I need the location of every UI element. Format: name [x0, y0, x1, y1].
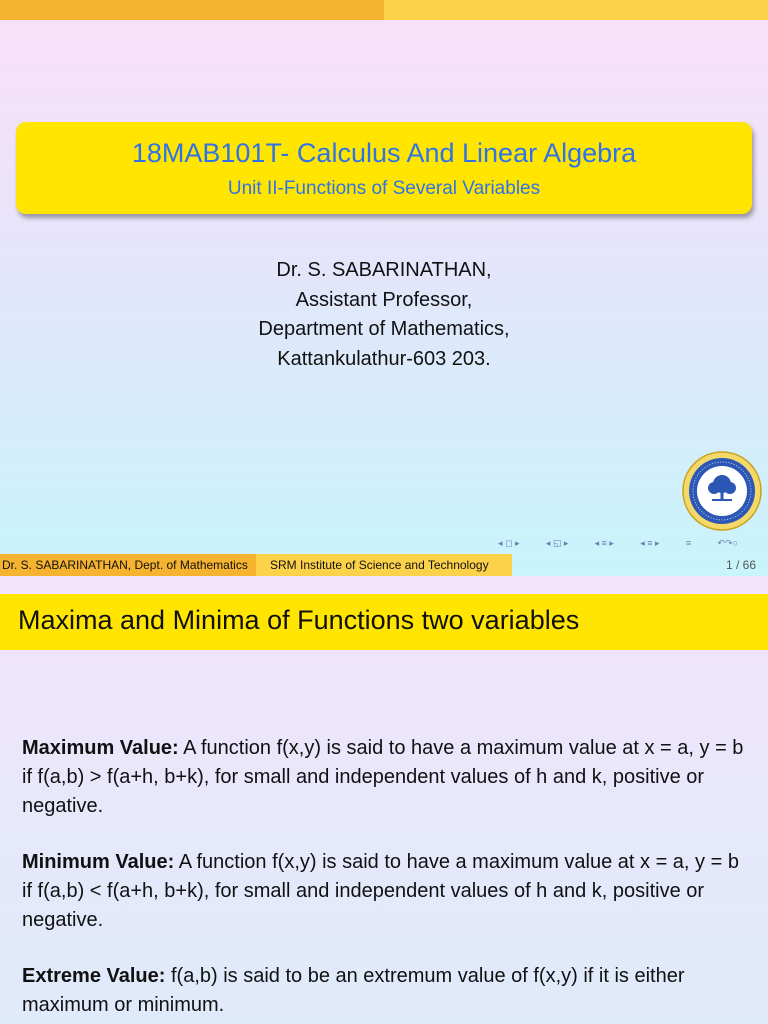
author-line: Dr. S. SABARINATHAN, — [276, 259, 492, 281]
nav-frame-icon[interactable]: ◂ ◱ ▸ — [545, 537, 569, 548]
beamer-navigation[interactable] — [498, 536, 738, 550]
top-bar-right — [384, 0, 768, 20]
nav-search-icon[interactable]: ↶↷○ — [717, 537, 738, 548]
maximum-label: Maximum Value: — [22, 737, 179, 759]
footer-institute: SRM Institute of Science and Technology — [256, 554, 512, 576]
footer-page-number: 1 / 66 — [725, 558, 756, 572]
minimum-definition — [22, 848, 752, 935]
minimum-text: A function f(x,y) is said to have a maximum value at x = a, y = b if f(a,b) < f(a+h, b+k), for small and independent values of h and k, positive or negative. — [22, 851, 739, 931]
nav-prev-slide-icon[interactable]: ◂ ◻ ▸ — [498, 537, 520, 548]
author-line: Assistant Professor, — [295, 288, 473, 311]
top-bar — [0, 0, 768, 20]
unit-subtitle: Unit II-Functions of Several Variables — [227, 178, 541, 199]
title-box — [16, 122, 752, 214]
srm-seal-logo-icon — [682, 451, 762, 531]
minimum-label: Minimum Value: — [22, 851, 175, 873]
course-title: 18MAB101T- Calculus And Linear Algebra — [131, 138, 637, 168]
extreme-label: Extreme Value: — [22, 965, 166, 987]
maximum-definition — [22, 734, 752, 821]
footer-author: Dr. S. SABARINATHAN, Dept. of Mathematics — [0, 554, 256, 576]
top-bar-left — [0, 0, 384, 20]
author-line: Kattankulathur-603 203. — [277, 347, 491, 370]
nav-section-icon[interactable]: ◂ ≡ ▸ — [640, 537, 660, 548]
extreme-text: f(a,b) is said to be an extremum value of f(x,y) if it is either maximum or minimum. — [22, 965, 685, 1016]
nav-subsection-icon[interactable]: ◂ ≡ ▸ — [594, 537, 614, 548]
maximum-text: A function f(x,y) is said to have a maximum value at x = a, y = b if f(a,b) > f(a+h, b+k), for small and independent values of h and k, positive or negative. — [22, 737, 744, 817]
content-slide — [0, 576, 768, 1024]
author-line: Department of Mathematics, — [258, 318, 510, 340]
frame-title-bar — [0, 594, 768, 650]
author-block — [0, 256, 768, 374]
slide-footer — [0, 554, 768, 576]
frame-title: Maxima and Minima of Functions two variables — [18, 605, 580, 635]
extreme-definition — [22, 962, 752, 1020]
nav-align-icon[interactable]: ≡ — [685, 538, 692, 548]
